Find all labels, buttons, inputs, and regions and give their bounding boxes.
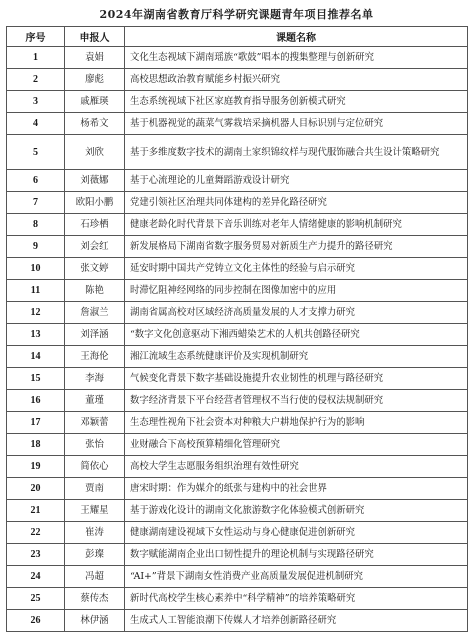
- row-number: 21: [7, 500, 65, 522]
- row-number: 9: [7, 236, 65, 258]
- table-row: [7, 170, 468, 192]
- row-topic: 数字赋能湖南企业出口韧性提升的理论机制与实现路径研究: [125, 544, 468, 566]
- row-host: 欧阳小鹏: [65, 192, 125, 214]
- row-host: 杨希文: [65, 113, 125, 135]
- row-host: 詹淑兰: [65, 302, 125, 324]
- table-row: [7, 135, 468, 170]
- table-row: [7, 258, 468, 280]
- row-host: 邓颖蕾: [65, 412, 125, 434]
- row-host: 石珍栖: [65, 214, 125, 236]
- row-number: 14: [7, 346, 65, 368]
- row-host: 廖彪: [65, 69, 125, 91]
- row-host: 林伊涵: [65, 610, 125, 632]
- row-host: 张文婷: [65, 258, 125, 280]
- table-row: [7, 192, 468, 214]
- row-number: 3: [7, 91, 65, 113]
- row-host: 王耀星: [65, 500, 125, 522]
- table-row: [7, 91, 468, 113]
- table-row: [7, 302, 468, 324]
- table-row: [7, 544, 468, 566]
- row-number: 8: [7, 214, 65, 236]
- row-topic: 基于心流理论的儿童舞蹈游戏设计研究: [125, 170, 468, 192]
- row-topic: 生成式人工智能浪潮下传媒人才培养创新路径研究: [125, 610, 468, 632]
- table-row: [7, 113, 468, 135]
- row-topic: 唐宋时期：作为媒介的纸张与建构中的社会世界: [125, 478, 468, 500]
- row-number: 17: [7, 412, 65, 434]
- row-host: 刘会红: [65, 236, 125, 258]
- row-number: 22: [7, 522, 65, 544]
- row-topic: 健康湖南建设视域下女性运动与身心健康促进创新研究: [125, 522, 468, 544]
- row-host: 陈艳: [65, 280, 125, 302]
- row-topic: 数字经济背景下平台经营者管理权不当行使的侵权法规制研究: [125, 390, 468, 412]
- table-row: [7, 412, 468, 434]
- row-topic: 时滞忆阻神经网络的同步控制在图像加密中的应用: [125, 280, 468, 302]
- row-host: 刘欣: [65, 135, 125, 170]
- row-host: 刘泽涵: [65, 324, 125, 346]
- table-row: [7, 47, 468, 69]
- row-number: 11: [7, 280, 65, 302]
- row-topic: “数字文化创意驱动下湘西蜡染艺术的人机共创路径研究: [125, 324, 468, 346]
- row-host: 贾南: [65, 478, 125, 500]
- table-row: [7, 566, 468, 588]
- row-number: 23: [7, 544, 65, 566]
- table-row: [7, 280, 468, 302]
- row-topic: 新发展格局下湖南省数字服务贸易对新质生产力提升的路径研究: [125, 236, 468, 258]
- row-topic: 党建引领社区治理共同体建构的差异化路径研究: [125, 192, 468, 214]
- row-number: 20: [7, 478, 65, 500]
- row-number: 7: [7, 192, 65, 214]
- row-host: 彭璨: [65, 544, 125, 566]
- header-topic: 课题名称: [125, 27, 468, 47]
- row-topic: 湖南省属高校对区域经济高质量发展的人才支撑力研究: [125, 302, 468, 324]
- table-row: [7, 588, 468, 610]
- table-row: [7, 346, 468, 368]
- row-number: 1: [7, 47, 65, 69]
- row-number: 4: [7, 113, 65, 135]
- project-table: [6, 26, 468, 632]
- table-row: [7, 236, 468, 258]
- row-number: 18: [7, 434, 65, 456]
- row-topic: 延安时期中国共产党铸立文化主体性的经验与启示研究: [125, 258, 468, 280]
- row-topic: “AI+”背景下湖南女性消费产业高质量发展促进机制研究: [125, 566, 468, 588]
- row-host: 袁娟: [65, 47, 125, 69]
- row-host: 董瑾: [65, 390, 125, 412]
- table-row: [7, 434, 468, 456]
- row-host: 崔涛: [65, 522, 125, 544]
- table-body: [7, 47, 468, 632]
- document-title: 2024年湖南省教育厅科学研究课题青年项目推荐名单: [99, 8, 374, 21]
- table-row: [7, 522, 468, 544]
- row-number: 6: [7, 170, 65, 192]
- row-topic: 健康老龄化时代背景下音乐训练对老年人情绪健康的影响机制研究: [125, 214, 468, 236]
- row-number: 2: [7, 69, 65, 91]
- table-row: [7, 368, 468, 390]
- row-host: 李海: [65, 368, 125, 390]
- row-topic: 新时代高校学生核心素养中“科学精神”的培养策略研究: [125, 588, 468, 610]
- row-number: 15: [7, 368, 65, 390]
- table-row: [7, 456, 468, 478]
- row-host: 冯超: [65, 566, 125, 588]
- row-topic: 生态系统视域下社区家庭教育指导服务创新模式研究: [125, 91, 468, 113]
- row-topic: 基于游戏化设计的湖南文化旅游数字化体验模式创新研究: [125, 500, 468, 522]
- row-number: 5: [7, 135, 65, 170]
- row-topic: 高校思想政治教育赋能乡村振兴研究: [125, 69, 468, 91]
- row-topic: 湘江流域生态系统健康评价及实现机制研究: [125, 346, 468, 368]
- row-topic: 生态理性视角下社会资本对种粮大户耕地保护行为的影响: [125, 412, 468, 434]
- header-no: 序号: [7, 27, 65, 47]
- row-host: 刘薇娜: [65, 170, 125, 192]
- row-topic: 高校大学生志愿服务组织治理有效性研究: [125, 456, 468, 478]
- table-row: [7, 500, 468, 522]
- row-host: 戚雁瑛: [65, 91, 125, 113]
- row-number: 26: [7, 610, 65, 632]
- row-topic: 文化生态视域下湖南瑶族“歌鼓”唱本的搜集整理与创新研究: [125, 47, 468, 69]
- table-header-row: [7, 27, 468, 47]
- table-row: [7, 610, 468, 632]
- row-number: 19: [7, 456, 65, 478]
- row-number: 24: [7, 566, 65, 588]
- row-topic: 基于多维度数字技术的湖南土家织锦纹样与现代服饰融合共生设计策略研究: [125, 135, 468, 170]
- row-host: 蔡传杰: [65, 588, 125, 610]
- row-host: 王海伦: [65, 346, 125, 368]
- table-row: [7, 324, 468, 346]
- row-host: 张怡: [65, 434, 125, 456]
- table-row: [7, 69, 468, 91]
- row-topic: 气候变化背景下数字基础设施提升农业韧性的机理与路径研究: [125, 368, 468, 390]
- row-topic: 业财融合下高校预算精细化管理研究: [125, 434, 468, 456]
- table-row: [7, 478, 468, 500]
- row-number: 10: [7, 258, 65, 280]
- row-number: 25: [7, 588, 65, 610]
- row-number: 13: [7, 324, 65, 346]
- header-host: 申报人: [65, 27, 125, 47]
- table-row: [7, 390, 468, 412]
- row-number: 16: [7, 390, 65, 412]
- row-host: 简依心: [65, 456, 125, 478]
- table-row: [7, 214, 468, 236]
- row-topic: 基于机器视觉的蔬菜气雾栽培采摘机器人目标识别与定位研究: [125, 113, 468, 135]
- row-number: 12: [7, 302, 65, 324]
